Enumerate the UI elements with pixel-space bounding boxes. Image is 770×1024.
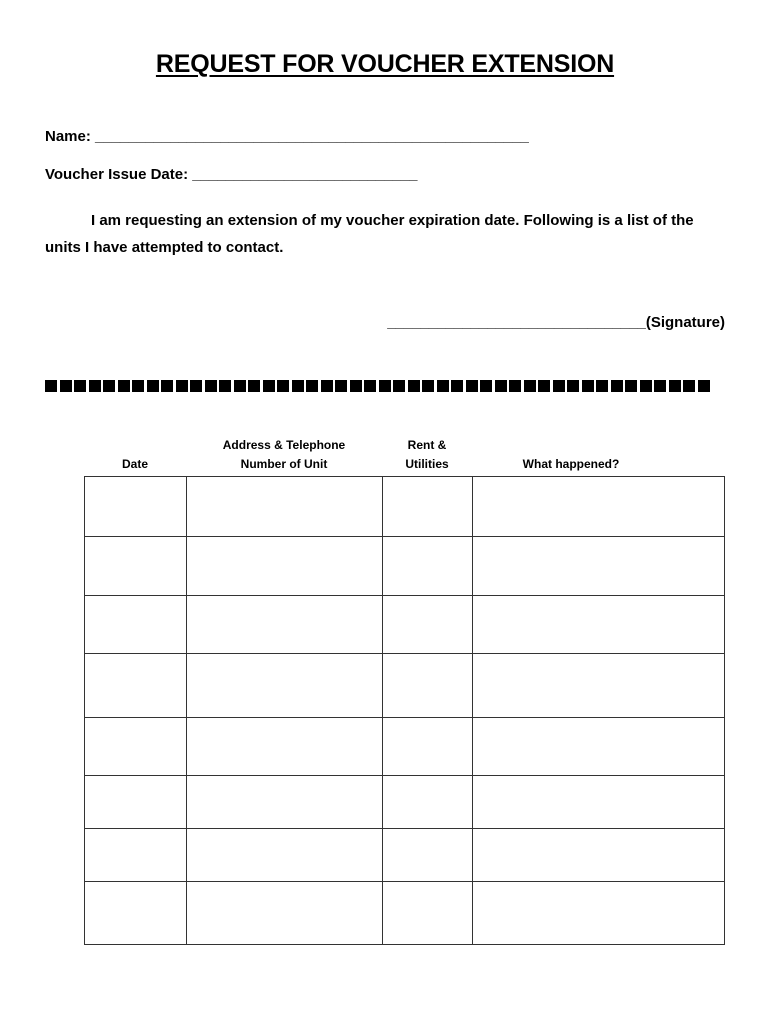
header-date: Date bbox=[121, 457, 148, 471]
separator-square bbox=[640, 380, 652, 392]
cell-address[interactable] bbox=[187, 537, 382, 596]
separator-square bbox=[524, 380, 536, 392]
cell-address[interactable] bbox=[187, 477, 382, 537]
separator-square bbox=[553, 380, 565, 392]
separator-square bbox=[103, 380, 115, 392]
separator-square bbox=[625, 380, 637, 392]
cell-date[interactable] bbox=[85, 718, 187, 776]
cell-what-happened[interactable] bbox=[472, 654, 724, 718]
cell-date[interactable] bbox=[85, 829, 187, 882]
cell-rent[interactable] bbox=[382, 537, 472, 596]
separator-squares bbox=[45, 378, 730, 394]
header-rent-line-1: Rent & bbox=[407, 438, 447, 452]
separator-square bbox=[248, 380, 260, 392]
table-row bbox=[85, 882, 725, 945]
contact-log-table bbox=[84, 476, 725, 945]
cell-rent[interactable] bbox=[382, 882, 472, 945]
cell-date[interactable] bbox=[85, 776, 187, 829]
cell-what-happened[interactable] bbox=[472, 776, 724, 829]
cell-address[interactable] bbox=[187, 882, 382, 945]
separator-square bbox=[89, 380, 101, 392]
header-rent-line-2: Utilities bbox=[405, 457, 449, 471]
table-row bbox=[85, 829, 725, 882]
separator-square bbox=[451, 380, 463, 392]
separator-square bbox=[683, 380, 695, 392]
cell-rent[interactable] bbox=[382, 596, 472, 654]
separator-square bbox=[408, 380, 420, 392]
cell-rent[interactable] bbox=[382, 829, 472, 882]
table-row bbox=[85, 596, 725, 654]
separator-square bbox=[147, 380, 159, 392]
cell-what-happened[interactable] bbox=[472, 477, 724, 537]
separator-square bbox=[538, 380, 550, 392]
cell-rent[interactable] bbox=[382, 718, 472, 776]
issue-date-line bbox=[45, 166, 418, 183]
separator-square bbox=[480, 380, 492, 392]
paragraph-line-2: units I have attempted to contact. bbox=[45, 239, 284, 256]
cell-date[interactable] bbox=[85, 537, 187, 596]
cell-date[interactable] bbox=[85, 477, 187, 537]
header-rent bbox=[382, 436, 472, 474]
cell-address[interactable] bbox=[187, 718, 382, 776]
separator-square bbox=[466, 380, 478, 392]
separator-square bbox=[698, 380, 710, 392]
cell-address[interactable] bbox=[187, 596, 382, 654]
separator-square bbox=[118, 380, 130, 392]
separator-square bbox=[422, 380, 434, 392]
name-line bbox=[45, 128, 529, 145]
separator-square bbox=[176, 380, 188, 392]
separator-square bbox=[393, 380, 405, 392]
table-row bbox=[85, 776, 725, 829]
separator-square bbox=[611, 380, 623, 392]
separator-square bbox=[509, 380, 521, 392]
separator-square bbox=[60, 380, 72, 392]
cell-what-happened[interactable] bbox=[472, 537, 724, 596]
cell-date[interactable] bbox=[85, 654, 187, 718]
separator-square bbox=[335, 380, 347, 392]
separator-square bbox=[321, 380, 333, 392]
separator-square bbox=[596, 380, 608, 392]
name-label: Name: bbox=[45, 128, 91, 145]
separator-square bbox=[292, 380, 304, 392]
separator-square bbox=[190, 380, 202, 392]
separator-square bbox=[350, 380, 362, 392]
separator-square bbox=[379, 380, 391, 392]
header-what-happened: What happened? bbox=[522, 457, 620, 471]
signature-label: (Signature) bbox=[645, 314, 725, 331]
cell-what-happened[interactable] bbox=[472, 882, 724, 945]
separator-square bbox=[263, 380, 275, 392]
table-row bbox=[85, 654, 725, 718]
separator-square bbox=[495, 380, 507, 392]
table-row bbox=[85, 537, 725, 596]
separator-square bbox=[132, 380, 144, 392]
signature-blank[interactable]: _______________________________ bbox=[387, 314, 646, 331]
cell-date[interactable] bbox=[85, 596, 187, 654]
separator-square bbox=[567, 380, 579, 392]
separator-square bbox=[234, 380, 246, 392]
cell-rent[interactable] bbox=[382, 477, 472, 537]
cell-date[interactable] bbox=[85, 882, 187, 945]
issue-date-blank[interactable]: ___________________________ bbox=[192, 166, 418, 183]
cell-what-happened[interactable] bbox=[472, 829, 724, 882]
header-address bbox=[186, 436, 382, 474]
header-address-line-2: Number of Unit bbox=[240, 457, 328, 471]
separator-square bbox=[306, 380, 318, 392]
cell-address[interactable] bbox=[187, 776, 382, 829]
separator-square bbox=[45, 380, 57, 392]
cell-address[interactable] bbox=[187, 829, 382, 882]
table-row bbox=[85, 718, 725, 776]
name-blank[interactable]: ____________________________________________________ bbox=[95, 128, 529, 145]
separator-square bbox=[437, 380, 449, 392]
header-address-line-1: Address & Telephone bbox=[222, 438, 346, 452]
separator-square bbox=[161, 380, 173, 392]
cell-what-happened[interactable] bbox=[472, 596, 724, 654]
separator-square bbox=[74, 380, 86, 392]
cell-rent[interactable] bbox=[382, 654, 472, 718]
separator-square bbox=[669, 380, 681, 392]
request-paragraph bbox=[45, 207, 735, 261]
issue-date-label: Voucher Issue Date: bbox=[45, 166, 189, 183]
separator-square bbox=[364, 380, 376, 392]
cell-rent[interactable] bbox=[382, 776, 472, 829]
separator-square bbox=[582, 380, 594, 392]
cell-address[interactable] bbox=[187, 654, 382, 718]
signature-line bbox=[387, 314, 725, 331]
separator-square bbox=[205, 380, 217, 392]
paragraph-line-1: I am requesting an extension of my voucher expiration date. Following is a list of the bbox=[91, 212, 694, 229]
table-row bbox=[85, 477, 725, 537]
cell-what-happened[interactable] bbox=[472, 718, 724, 776]
document-title: REQUEST FOR VOUCHER EXTENSION bbox=[155, 50, 615, 78]
separator-square bbox=[654, 380, 666, 392]
separator-square bbox=[219, 380, 231, 392]
separator-square bbox=[277, 380, 289, 392]
